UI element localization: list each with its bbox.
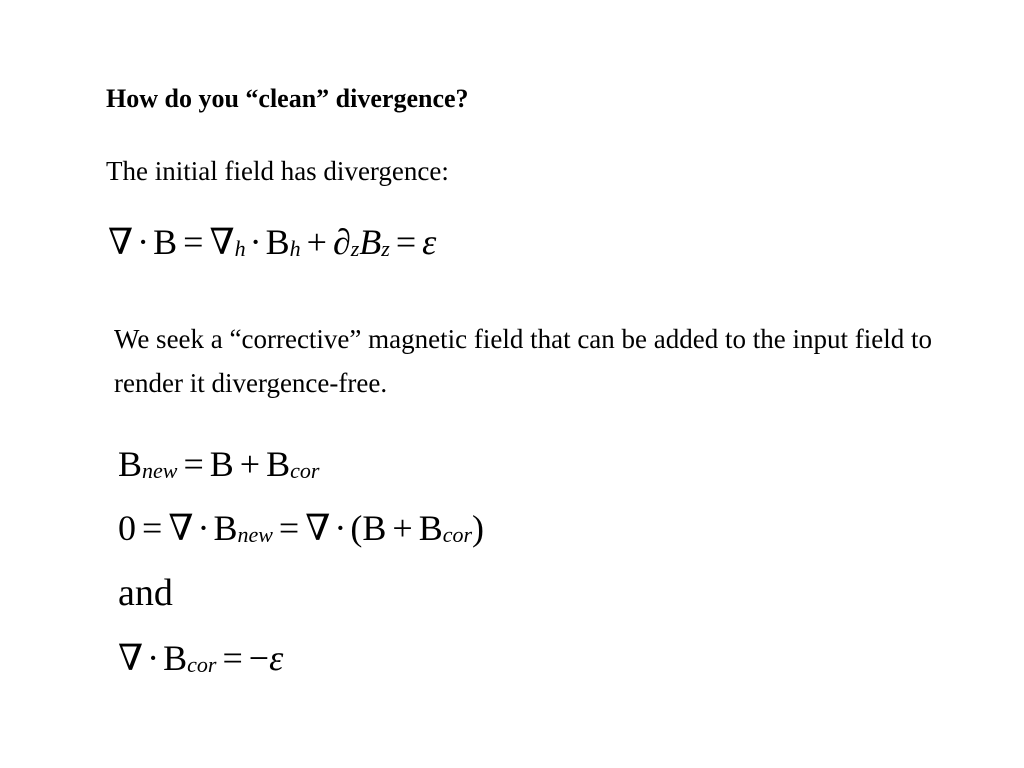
dot-operator: · [137, 222, 150, 262]
b-symbol: B [153, 222, 178, 262]
b-symbol: B [209, 444, 234, 484]
subscript-h: h [234, 236, 246, 261]
dot-operator: · [147, 638, 160, 678]
slide-heading: How do you “clean” divergence? [106, 84, 469, 113]
nabla-symbol: ∇ [209, 222, 235, 262]
nabla-symbol: ∇ [305, 508, 331, 548]
b-new-equation [118, 446, 319, 482]
equals-sign: = [395, 222, 417, 262]
equals-sign: = [222, 638, 243, 678]
plus-sign: + [392, 508, 413, 548]
equals-sign: = [183, 444, 204, 484]
b-symbol: B [418, 508, 443, 548]
right-paren: ) [472, 508, 485, 548]
and-word: and [118, 572, 173, 614]
dot-operator: · [334, 508, 347, 548]
equals-sign: = [183, 222, 204, 262]
equals-sign: = [142, 508, 163, 548]
minus-sign: − [248, 638, 270, 678]
zero-divergence-equation [118, 510, 484, 546]
plus-sign: + [306, 222, 327, 262]
subscript-z: z [350, 236, 360, 261]
divergence-equation [108, 224, 436, 260]
subscript-new: new [237, 522, 273, 547]
subscript-z: z [381, 236, 390, 261]
nabla-symbol: ∇ [108, 222, 134, 262]
b-symbol: B [118, 444, 143, 484]
b-symbol: B [359, 222, 382, 262]
b-symbol: B [213, 508, 238, 548]
epsilon-symbol: ε [422, 222, 437, 262]
b-symbol: B [362, 508, 387, 548]
partial-symbol: ∂ [332, 222, 351, 262]
and-line [118, 574, 173, 612]
intro-text: The initial field has divergence: [106, 156, 449, 186]
subscript-cor: cor [290, 458, 320, 483]
nabla-symbol: ∇ [168, 508, 194, 548]
subscript-cor: cor [442, 522, 473, 547]
nabla-symbol: ∇ [118, 638, 144, 678]
subscript-cor: cor [187, 652, 217, 677]
b-symbol: B [163, 638, 188, 678]
explanation-paragraph: We seek a “corrective” magnetic field that can be added to the input field to render it divergence-free. [114, 324, 932, 398]
plus-sign: + [239, 444, 261, 484]
b-symbol: B [266, 444, 291, 484]
dot-operator: · [197, 508, 210, 548]
zero-symbol: 0 [118, 508, 136, 548]
b-symbol: B [265, 222, 290, 262]
equals-sign: = [278, 508, 300, 548]
b-cor-divergence-equation [118, 640, 283, 676]
subscript-h: h [289, 236, 301, 261]
dot-operator: · [249, 222, 262, 262]
subscript-new: new [142, 458, 178, 483]
epsilon-symbol: ε [269, 638, 284, 678]
left-paren: ( [350, 508, 363, 548]
